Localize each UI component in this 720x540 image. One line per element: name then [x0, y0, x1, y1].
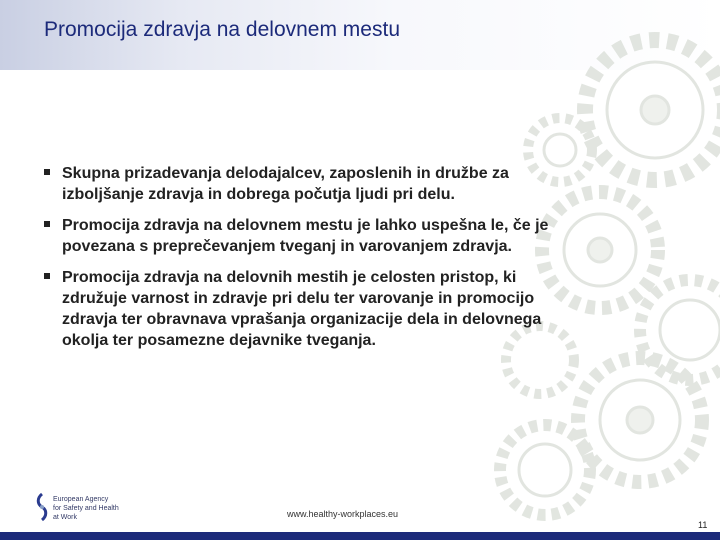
agency-logo-icon — [34, 492, 50, 522]
footer-url-link[interactable]: www.healthy-workplaces.eu — [287, 509, 399, 519]
bullet-item — [44, 163, 564, 205]
page-number: 11 — [698, 520, 708, 530]
agency-logo — [34, 492, 124, 526]
logo-line: at Work — [53, 514, 77, 521]
bullet-text: Promocija zdravja na delovnem mestu je lahko uspešna le, če je povezana s preprečevanjem tveganj in varovanjem zdravja. — [62, 217, 549, 255]
bullet-text: Promocija zdravja na delovnih mestih je celosten pristop, ki združuje varnost in zdravje pri delu ter varovanje in promocijo zdravja ter obravnava vprašanja organizacije dela in delovnega okolja ter posamezne dejavnike tveganja. — [62, 269, 542, 349]
agency-logo-text — [53, 495, 143, 522]
bottom-bar — [0, 532, 720, 540]
bullet-item — [44, 215, 564, 257]
bullet-list — [44, 163, 564, 361]
bullet-square-icon — [44, 169, 50, 175]
bullet-square-icon — [44, 221, 50, 227]
bullet-text: Skupna prizadevanja delodajalcev, zaposlenih in družbe za izboljšanje zdravja in dobrega počutja ljudi pri delu. — [62, 165, 509, 203]
bullet-item — [44, 267, 564, 351]
logo-line: European Agency — [53, 496, 109, 503]
bullet-square-icon — [44, 273, 50, 279]
slide-title: Promocija zdravja na delovnem mestu — [44, 18, 400, 41]
logo-line: for Safety and Health — [53, 505, 119, 512]
